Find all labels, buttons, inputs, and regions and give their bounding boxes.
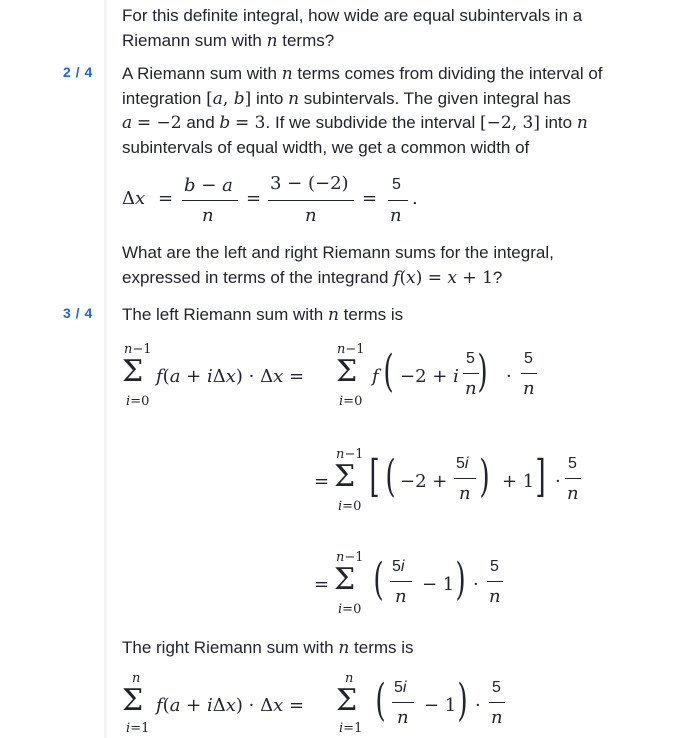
equation-left-sum-1: n−1 Σ i=0 f(a + iΔx) · Δx = n−1 Σ i=0 f ( −2 + i 5 n ) · 5 n [122, 342, 582, 412]
equation-delta-x: Δx = b − a n = 3 − (−2) n = 5 n . [122, 173, 418, 226]
right-sum-intro: The right Riemann sum with n terms is [122, 638, 414, 658]
equation-left-sum-3: = n−1 Σ i=0 ( 5i n − 1 ) · 5 n [310, 550, 530, 620]
step-gutter-divider [104, 0, 107, 738]
step-counter-2: 2 / 4 [63, 64, 93, 80]
left-sum-intro: The left Riemann sum with n terms is [122, 305, 404, 325]
hint-prompt-riemann-sums: What are the left and right Riemann sums for the integral, expressed in terms of the integrand f(x) = x + 1? [122, 243, 554, 288]
explanation-interval: A Riemann sum with n terms comes from dividing the interval of integration [a, b] into n subintervals. The given integral has a = −2 and b = 3. If we subdivide the interval [−2, 3] into n subintervals of equal width, we get a common width of [122, 64, 603, 157]
step-counter-3: 3 / 4 [63, 305, 93, 321]
hint-prompt-width: For this definite integral, how wide are equal subintervals in a Riemann sum with n terms? [122, 6, 583, 51]
equation-left-sum-2: = n−1 Σ i=0 [ ( −2 + 5i n ) + 1 ] · 5 n [310, 447, 600, 517]
equation-right-sum: n Σ i=1 f(a + iΔx) · Δx = n Σ i=1 ( 5i n − 1 ) · 5 n [122, 671, 542, 738]
